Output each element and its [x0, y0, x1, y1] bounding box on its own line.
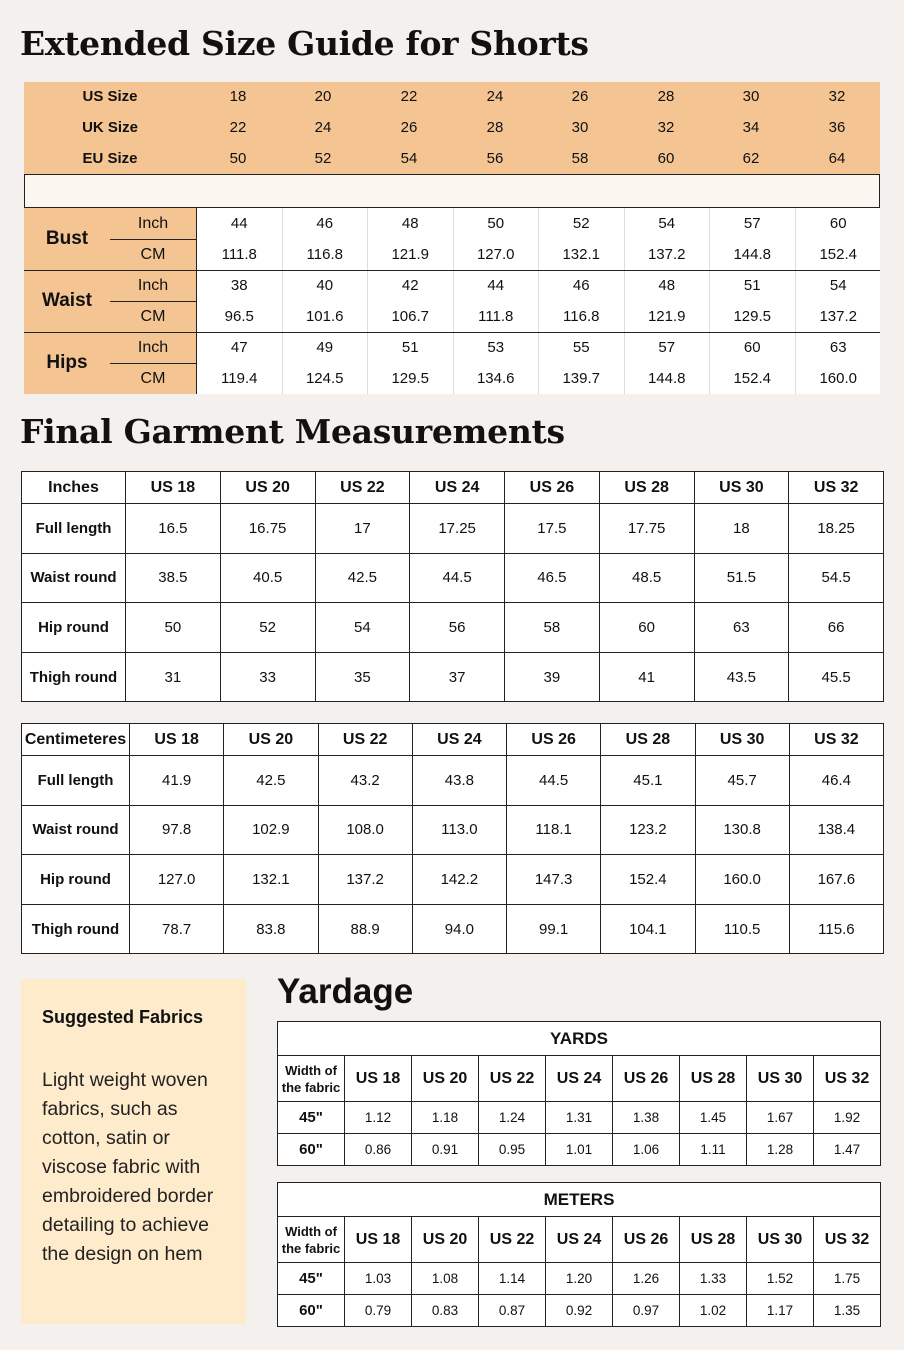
measure-value: 44 [454, 270, 540, 301]
size-header: US 20 [412, 1217, 479, 1263]
size-header: US 18 [345, 1056, 412, 1102]
table-cell: 1.31 [546, 1102, 613, 1134]
table-cell: 160.0 [695, 855, 789, 905]
table-cell: 83.8 [224, 904, 318, 954]
header-row [22, 724, 884, 756]
measure-value: 40 [283, 270, 369, 301]
table-cell: 138.4 [789, 805, 883, 855]
table-cell: 1.35 [814, 1295, 881, 1327]
size-header: US 20 [220, 472, 315, 504]
table-cell: 0.86 [345, 1134, 412, 1166]
size-header: US 28 [680, 1217, 747, 1263]
table-cell: 1.12 [345, 1102, 412, 1134]
measure-value: 101.6 [283, 301, 369, 332]
row-label: Hip round [22, 603, 126, 653]
size-header: US 24 [546, 1217, 613, 1263]
measure-value: 139.7 [539, 363, 625, 394]
size-row [24, 113, 880, 143]
table-cell: 1.06 [613, 1134, 680, 1166]
size-value: 28 [657, 88, 675, 105]
measure-value: 48 [368, 208, 454, 239]
table-row [278, 1263, 881, 1295]
table-cell: 37 [410, 652, 505, 702]
size-header: US 26 [507, 724, 601, 756]
table-cell: 48.5 [599, 553, 694, 603]
corner-line: Width of [285, 1062, 337, 1078]
table-cell: 42.5 [315, 553, 410, 603]
table-cell: 35 [315, 652, 410, 702]
size-value: 52 [314, 150, 332, 167]
table-cell: 88.9 [318, 904, 412, 954]
size-header: US 26 [613, 1217, 680, 1263]
unit-caption: METERS [278, 1183, 881, 1217]
size-value: 54 [400, 150, 418, 167]
measure-values [196, 332, 880, 394]
unit-inch-label: Inch [137, 215, 169, 232]
unit-cm-label: CM [140, 246, 166, 263]
row-label: Full length [22, 756, 130, 806]
suggested-fabrics-card [21, 979, 246, 1324]
measure-value: 60 [710, 332, 796, 363]
unit-divider [110, 363, 196, 364]
table-row [22, 756, 884, 806]
measure-value: 134.6 [454, 363, 540, 394]
measure-value: 57 [625, 332, 711, 363]
size-header: US 18 [126, 472, 221, 504]
table-cell: 1.38 [613, 1102, 680, 1134]
table-cell: 44.5 [507, 756, 601, 806]
table-cell: 41 [599, 652, 694, 702]
yardage-yards-table [277, 1021, 881, 1166]
unit-divider [110, 239, 196, 240]
measure-value: 137.2 [819, 308, 858, 325]
table-cell: 17.25 [410, 504, 505, 554]
measure-name: Bust [45, 228, 89, 249]
measure-value: 50 [454, 208, 540, 239]
table-cell: 97.8 [130, 805, 224, 855]
table-cell: 18 [694, 504, 789, 554]
measure-value: 127.0 [454, 239, 540, 270]
measure-value: 106.7 [368, 301, 454, 332]
measure-name: Waist [42, 290, 92, 311]
table-cell: 0.83 [412, 1295, 479, 1327]
measure-value: 129.5 [368, 363, 454, 394]
size-header: US 32 [814, 1056, 881, 1102]
measure-value: 46 [283, 208, 369, 239]
unit-corner-cell: Inches [22, 472, 126, 504]
table-cell: 123.2 [601, 805, 695, 855]
table-cell: 147.3 [507, 855, 601, 905]
table-cell: 17.5 [505, 504, 600, 554]
measure-value: 44 [197, 208, 283, 239]
blank-spacer-row [24, 174, 880, 208]
measure-value: 129.5 [710, 301, 796, 332]
table-cell: 110.5 [695, 904, 789, 954]
size-header: US 30 [747, 1217, 814, 1263]
measure-value: 54 [829, 277, 847, 294]
fabric-width-label: 45" [278, 1102, 345, 1134]
unit-cm-label: CM [140, 370, 166, 387]
measure-value: 38 [197, 270, 283, 301]
measure-value: 54 [625, 208, 711, 239]
unit-divider [110, 301, 196, 302]
measure-value: 111.8 [197, 239, 283, 270]
measure-value: 53 [454, 332, 540, 363]
table-cell: 0.87 [479, 1295, 546, 1327]
table-cell: 1.03 [345, 1263, 412, 1295]
table-cell: 118.1 [507, 805, 601, 855]
table-cell: 43.8 [412, 756, 506, 806]
size-value: 22 [229, 119, 247, 136]
table-cell: 1.24 [479, 1102, 546, 1134]
table-cell: 16.75 [220, 504, 315, 554]
table-row [22, 855, 884, 905]
measure-name: Hips [46, 352, 88, 373]
size-value: 56 [486, 150, 504, 167]
measure-value: 55 [539, 332, 625, 363]
size-header: US 28 [599, 472, 694, 504]
fabric-width-corner [278, 1217, 345, 1263]
fabric-width-corner [278, 1056, 345, 1102]
table-cell: 137.2 [318, 855, 412, 905]
size-row [24, 144, 880, 174]
measure-values [196, 270, 880, 332]
table-row [278, 1102, 881, 1134]
table-cell: 1.26 [613, 1263, 680, 1295]
size-value: 36 [828, 119, 846, 136]
measure-value: 57 [710, 208, 796, 239]
table-cell: 33 [220, 652, 315, 702]
measure-value: 63 [829, 339, 847, 356]
measure-value: 144.8 [625, 363, 711, 394]
measure-value: 152.4 [710, 363, 796, 394]
unit-cm-label: CM [140, 308, 166, 325]
size-value: 26 [571, 88, 589, 105]
size-value: 58 [571, 150, 589, 167]
size-header: US 28 [680, 1056, 747, 1102]
fabrics-description: Light weight woven fabrics, such as cotton, satin or viscose fabric with embroidered border detailing to achieve the design on hem [42, 1069, 214, 1265]
table-cell: 56 [410, 603, 505, 653]
size-header: US 22 [479, 1217, 546, 1263]
table-cell: 43.5 [694, 652, 789, 702]
size-header: US 32 [789, 472, 884, 504]
size-header: US 32 [814, 1217, 881, 1263]
measure-value: 51 [710, 270, 796, 301]
table-cell: 1.92 [814, 1102, 881, 1134]
size-value: 50 [229, 150, 247, 167]
table-row [22, 805, 884, 855]
table-cell: 1.28 [747, 1134, 814, 1166]
table-cell: 16.5 [126, 504, 221, 554]
measure-value: 144.8 [710, 239, 796, 270]
fabrics-heading: Suggested Fabrics [42, 1007, 204, 1027]
table-cell: 132.1 [224, 855, 318, 905]
unit-caption: YARDS [278, 1022, 881, 1056]
unit-corner-cell: Centimeteres [22, 724, 130, 756]
row-label: Thigh round [22, 652, 126, 702]
measure-value: 51 [368, 332, 454, 363]
measure-value: 121.9 [625, 301, 711, 332]
table-cell: 1.45 [680, 1102, 747, 1134]
fabric-width-label: 60" [278, 1134, 345, 1166]
table-cell: 50 [126, 603, 221, 653]
yardage-meters-table [277, 1182, 881, 1327]
garment-measurements-title: Final Garment Measurements [20, 412, 565, 451]
row-label: Waist round [22, 805, 130, 855]
size-header: US 24 [546, 1056, 613, 1102]
table-cell: 104.1 [601, 904, 695, 954]
size-value: 26 [400, 119, 418, 136]
fabric-width-label: 45" [278, 1263, 345, 1295]
table-cell: 1.75 [814, 1263, 881, 1295]
table-cell: 108.0 [318, 805, 412, 855]
table-cell: 60 [599, 603, 694, 653]
table-cell: 0.79 [345, 1295, 412, 1327]
table-cell: 102.9 [224, 805, 318, 855]
corner-line: the fabric [281, 1079, 341, 1095]
group-divider [24, 332, 880, 333]
table-cell: 1.20 [546, 1263, 613, 1295]
measure-value: 48 [625, 270, 711, 301]
table-cell: 38.5 [126, 553, 221, 603]
table-row [22, 904, 884, 954]
measure-value: 119.4 [197, 363, 283, 394]
size-header: US 32 [789, 724, 883, 756]
measure-values [196, 208, 880, 270]
size-value: 18 [229, 88, 247, 105]
measure-value: 52 [539, 208, 625, 239]
measure-value: 96.5 [197, 301, 283, 332]
size-header: US 18 [130, 724, 224, 756]
size-guide-title: Extended Size Guide for Shorts [20, 24, 589, 63]
measure-value: 137.2 [625, 239, 711, 270]
table-cell: 54.5 [789, 553, 884, 603]
yardage-title: Yardage [277, 972, 414, 1011]
table-cell: 39 [505, 652, 600, 702]
size-header: US 22 [479, 1056, 546, 1102]
size-header: US 28 [601, 724, 695, 756]
unit-inch-label: Inch [137, 339, 169, 356]
table-cell: 127.0 [130, 855, 224, 905]
table-cell: 46.5 [505, 553, 600, 603]
table-cell: 41.9 [130, 756, 224, 806]
measure-value: 47 [197, 332, 283, 363]
table-row [278, 1295, 881, 1327]
table-cell: 94.0 [412, 904, 506, 954]
table-cell: 1.14 [479, 1263, 546, 1295]
table-cell: 0.95 [479, 1134, 546, 1166]
table-row [278, 1134, 881, 1166]
size-value: 24 [314, 119, 332, 136]
size-header: US 18 [345, 1217, 412, 1263]
size-value: 60 [657, 150, 675, 167]
table-cell: 115.6 [789, 904, 883, 954]
size-header: US 22 [315, 472, 410, 504]
table-cell: 44.5 [410, 553, 505, 603]
table-cell: 17.75 [599, 504, 694, 554]
size-row-label: US Size [82, 88, 138, 105]
table-cell: 40.5 [220, 553, 315, 603]
header-row [278, 1056, 881, 1102]
table-cell: 0.92 [546, 1295, 613, 1327]
table-cell: 45.5 [789, 652, 884, 702]
table-cell: 0.91 [412, 1134, 479, 1166]
measure-value: 160.0 [819, 370, 858, 387]
table-cell: 45.7 [695, 756, 789, 806]
size-value: 32 [828, 88, 846, 105]
table-row [22, 553, 884, 603]
table-row [22, 652, 884, 702]
table-cell: 1.33 [680, 1263, 747, 1295]
caption-row [278, 1022, 881, 1056]
size-header: US 26 [613, 1056, 680, 1102]
measure-value: 124.5 [283, 363, 369, 394]
table-cell: 66 [789, 603, 884, 653]
size-header: US 24 [412, 724, 506, 756]
corner-line: Width of [285, 1223, 337, 1239]
size-value: 30 [571, 119, 589, 136]
measure-value: 121.9 [368, 239, 454, 270]
measure-value: 116.8 [283, 239, 369, 270]
table-cell: 1.08 [412, 1263, 479, 1295]
table-cell: 0.97 [613, 1295, 680, 1327]
group-divider [24, 270, 880, 271]
size-guide-table [24, 82, 880, 395]
table-cell: 1.52 [747, 1263, 814, 1295]
table-cell: 45.1 [601, 756, 695, 806]
measure-value: 152.4 [819, 246, 858, 263]
table-cell: 142.2 [412, 855, 506, 905]
size-value: 22 [400, 88, 418, 105]
size-row [24, 82, 880, 112]
table-cell: 1.18 [412, 1102, 479, 1134]
size-header: US 26 [505, 472, 600, 504]
measure-value: 60 [829, 215, 847, 232]
table-cell: 51.5 [694, 553, 789, 603]
size-header: US 22 [318, 724, 412, 756]
table-cell: 99.1 [507, 904, 601, 954]
measure-value: 111.8 [454, 301, 540, 332]
table-cell: 1.17 [747, 1295, 814, 1327]
size-header: US 20 [412, 1056, 479, 1102]
size-value: 32 [657, 119, 675, 136]
size-value: 24 [486, 88, 504, 105]
table-cell: 1.01 [546, 1134, 613, 1166]
size-value: 62 [742, 150, 760, 167]
row-label: Full length [22, 504, 126, 554]
garment-inches-table [21, 471, 884, 702]
size-value: 30 [742, 88, 760, 105]
table-cell: 63 [694, 603, 789, 653]
table-cell: 130.8 [695, 805, 789, 855]
table-cell: 54 [315, 603, 410, 653]
size-row-label: UK Size [82, 119, 138, 136]
row-label: Waist round [22, 553, 126, 603]
table-cell: 17 [315, 504, 410, 554]
size-header: US 30 [694, 472, 789, 504]
fabric-width-label: 60" [278, 1295, 345, 1327]
table-cell: 167.6 [789, 855, 883, 905]
table-cell: 1.11 [680, 1134, 747, 1166]
table-cell: 46.4 [789, 756, 883, 806]
size-value: 28 [486, 119, 504, 136]
corner-line: the fabric [281, 1240, 341, 1256]
size-header: US 30 [747, 1056, 814, 1102]
size-value: 20 [314, 88, 332, 105]
size-header: US 24 [410, 472, 505, 504]
measure-value: 46 [539, 270, 625, 301]
table-cell: 58 [505, 603, 600, 653]
header-row [22, 472, 884, 504]
table-cell: 1.47 [814, 1134, 881, 1166]
measure-value: 116.8 [539, 301, 625, 332]
table-cell: 18.25 [789, 504, 884, 554]
table-cell: 78.7 [130, 904, 224, 954]
table-row [22, 504, 884, 554]
table-row [22, 603, 884, 653]
size-header: US 30 [695, 724, 789, 756]
row-label: Thigh round [22, 904, 130, 954]
header-row [278, 1217, 881, 1263]
table-cell: 43.2 [318, 756, 412, 806]
unit-inch-label: Inch [137, 277, 169, 294]
table-cell: 31 [126, 652, 221, 702]
measure-value: 49 [283, 332, 369, 363]
size-value: 64 [828, 150, 846, 167]
table-cell: 1.02 [680, 1295, 747, 1327]
row-label: Hip round [22, 855, 130, 905]
table-cell: 152.4 [601, 855, 695, 905]
garment-cm-table [21, 723, 884, 954]
measure-value: 132.1 [539, 239, 625, 270]
table-cell: 113.0 [412, 805, 506, 855]
table-cell: 42.5 [224, 756, 318, 806]
size-value: 34 [742, 119, 760, 136]
size-row-label: EU Size [82, 150, 138, 167]
measure-value: 42 [368, 270, 454, 301]
size-header: US 20 [224, 724, 318, 756]
table-cell: 52 [220, 603, 315, 653]
table-cell: 1.67 [747, 1102, 814, 1134]
caption-row [278, 1183, 881, 1217]
